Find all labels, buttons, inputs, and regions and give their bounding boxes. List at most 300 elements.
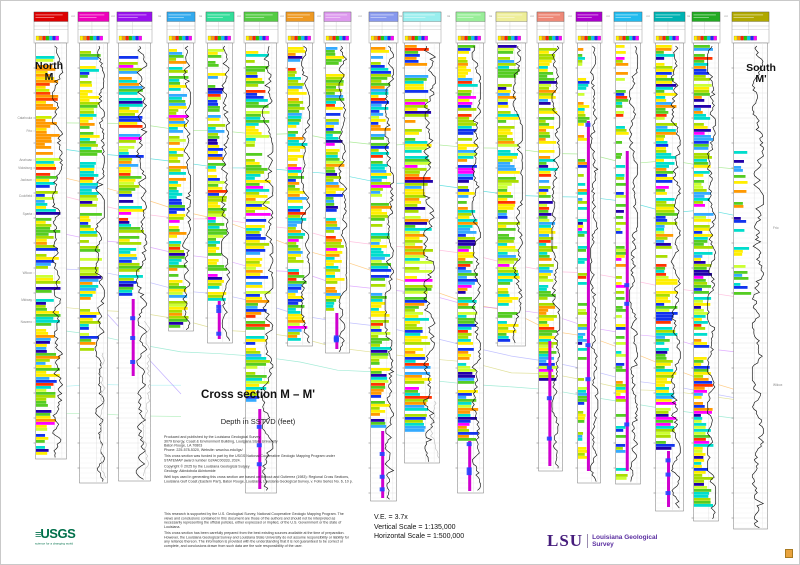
lithology-stripe	[694, 282, 707, 285]
lithology-stripe	[246, 204, 262, 207]
lithology-legend-swatch	[636, 36, 639, 40]
well-header-titlebar	[654, 12, 685, 22]
lithology-stripe	[694, 378, 708, 381]
lithology-stripe	[246, 210, 255, 213]
lithology-stripe	[458, 90, 472, 93]
lithology-stripe	[539, 99, 548, 102]
lithology-stripe	[371, 194, 382, 197]
well-log-column	[614, 12, 650, 484]
lithology-stripe	[539, 225, 551, 228]
lithology-stripe	[498, 84, 512, 87]
lithology-stripe	[616, 114, 623, 117]
lithology-stripe	[246, 213, 271, 216]
lithology-stripe	[694, 129, 711, 132]
lithology-stripe	[539, 180, 549, 183]
correlation-line	[51, 306, 751, 402]
lithology-stripe	[169, 112, 176, 115]
lithology-legend-swatch	[744, 36, 747, 40]
lithology-stripe	[119, 56, 138, 59]
lithology-stripe	[288, 311, 300, 314]
header-text-line	[208, 17, 223, 18]
lithology-stripe	[246, 327, 265, 330]
blue-interval-mark	[130, 360, 135, 364]
lithology-stripe	[405, 120, 415, 123]
well-header-titlebar	[78, 12, 109, 22]
lithology-stripe	[656, 186, 669, 189]
lithology-stripe	[36, 236, 54, 239]
lithology-stripe	[326, 302, 334, 305]
lithology-stripe	[616, 78, 625, 81]
lithology-legend-swatch	[754, 36, 757, 40]
well-spacing-label: mi	[606, 14, 610, 18]
lithology-stripe	[458, 114, 472, 117]
lithology-stripe	[405, 168, 427, 171]
lithology-stripe	[119, 236, 139, 239]
header-text-line	[119, 17, 138, 18]
lithology-legend-swatch	[556, 36, 559, 40]
lithology-legend-swatch	[189, 36, 192, 40]
lithology-stripe	[578, 402, 584, 405]
lithology-stripe	[734, 166, 741, 169]
lithology-stripe	[119, 218, 128, 221]
lithology-stripe	[80, 333, 89, 336]
lithology-stripe	[246, 231, 260, 234]
lithology-stripe	[498, 45, 517, 48]
well-header-titlebar	[117, 12, 152, 22]
lithology-stripe	[208, 124, 225, 127]
lithology-stripe	[326, 308, 334, 311]
lithology-stripe	[326, 191, 336, 194]
well-spacing-label: mi	[237, 14, 241, 18]
well-spacing-label: mi	[488, 14, 493, 18]
lithology-stripe	[288, 53, 296, 56]
lithology-stripe	[616, 216, 623, 219]
lithology-stripe	[539, 51, 549, 54]
lithology-stripe	[539, 69, 548, 72]
header-text-line	[616, 17, 631, 18]
lithology-stripe	[169, 205, 185, 208]
lithology-stripe	[694, 285, 711, 288]
lithology-stripe	[498, 240, 514, 243]
disclaimer-paragraph: This cross section has been carefully prepared from the best existing sources available at the time of preparation. However, the Louisiana Geological Survey and Louisiana State University do not assume responsibility or liability for any reliance thereon. The information is provided with the understanding that it is not guaranteed to be correct or complete, and conclusions drawn from such data are the sole responsibility of the user.	[164, 530, 349, 548]
lithology-stripe	[119, 221, 129, 224]
lithology-stripe	[36, 176, 57, 179]
lithology-stripe	[288, 149, 300, 152]
lithology-stripe	[288, 104, 300, 107]
lithology-stripe	[119, 149, 128, 152]
lithology-stripe	[578, 327, 588, 330]
lithology-stripe	[656, 255, 667, 258]
lithology-stripe	[246, 153, 262, 156]
lithology-stripe	[326, 194, 343, 197]
lithology-stripe	[694, 291, 709, 294]
lithology-stripe	[578, 87, 586, 90]
lsu-logo	[547, 533, 657, 548]
lithology-stripe	[616, 90, 626, 93]
correlation-lines	[51, 123, 751, 421]
lithology-stripe	[169, 85, 186, 88]
lithology-stripe	[371, 329, 382, 332]
lithology-legend-swatch	[415, 36, 418, 40]
lithology-stripe	[656, 327, 672, 330]
lithology-stripe	[288, 221, 302, 224]
lithology-stripe	[734, 253, 742, 256]
well-spacing-label: mi	[71, 14, 75, 18]
lithology-stripe	[208, 91, 222, 94]
lithology-stripe	[80, 309, 90, 312]
lithology-stripe	[288, 290, 298, 293]
lithology-stripe	[539, 240, 551, 243]
well-header-titlebar	[456, 12, 485, 22]
lithology-stripe	[616, 174, 624, 177]
lithology-stripe	[656, 216, 666, 219]
lithology-stripe	[36, 440, 45, 443]
lithology-stripe	[656, 177, 673, 180]
lithology-stripe	[80, 183, 98, 186]
blue-interval-mark	[624, 283, 629, 287]
lithology-stripe	[326, 182, 339, 185]
formation-top-label: Navarro	[20, 320, 32, 324]
lithology-stripe	[498, 75, 516, 78]
lithology-stripe	[458, 189, 469, 192]
lithology-legend-swatch	[475, 36, 478, 40]
lithology-stripe	[288, 92, 307, 95]
lithology-stripe	[371, 284, 385, 287]
lithology-stripe	[36, 200, 45, 203]
lithology-stripe	[119, 80, 137, 83]
lithology-stripe	[405, 300, 427, 303]
lithology-stripe	[616, 351, 621, 354]
lithology-legend-swatch	[697, 36, 700, 40]
lithology-stripe	[694, 321, 708, 324]
lithology-stripe	[616, 156, 621, 159]
lithology-stripe	[656, 429, 675, 432]
lithology-stripe	[288, 50, 305, 53]
lithology-stripe	[656, 225, 665, 228]
lithology-stripe	[288, 236, 303, 239]
lsu-dept-line2: Survey	[592, 541, 614, 548]
lithology-stripe	[246, 84, 258, 87]
lithology-legend-swatch	[659, 36, 662, 40]
blue-interval-mark	[585, 343, 590, 347]
lithology-stripe	[169, 322, 183, 325]
lithology-stripe	[208, 277, 222, 280]
lithology-legend-swatch	[498, 36, 501, 40]
lithology-stripe	[656, 417, 676, 420]
lithology-stripe	[36, 254, 47, 257]
lithology-stripe	[288, 89, 299, 92]
lithology-stripe	[371, 401, 385, 404]
lithology-stripe	[405, 150, 422, 153]
lithology-stripe	[458, 138, 472, 141]
disclaimer-paragraph: This research is supported by the U.S. Geological Survey, National Cooperative Geologic Mapping Program. The views and conclusions contained in this document are those of the authors and should not be interpreted as necessarily representing the official policies, either expressed or implied, of the U.S. Government or the state of Louisiana.	[164, 512, 344, 529]
section-subtitle: Depth in SSTVD (feet)	[220, 417, 296, 426]
lithology-stripe	[405, 237, 419, 240]
lithology-stripe	[208, 175, 217, 178]
lithology-stripe	[326, 62, 339, 65]
lithology-stripe	[616, 450, 625, 453]
lithology-legend-swatch	[518, 36, 521, 40]
lithology-legend-swatch	[259, 36, 262, 40]
lithology-stripe	[371, 371, 382, 374]
lithology-stripe	[498, 117, 519, 120]
lithology-stripe	[656, 231, 664, 234]
lithology-stripe	[371, 344, 380, 347]
lithology-stripe	[405, 174, 419, 177]
lithology-stripe	[656, 432, 670, 435]
lithology-stripe	[80, 195, 97, 198]
well-spacing-label: mi	[686, 14, 691, 18]
lithology-stripe	[246, 102, 259, 105]
well-log-column	[167, 12, 203, 331]
lithology-stripe	[578, 261, 585, 264]
header-text-line	[208, 15, 230, 16]
lithology-legend-swatch	[139, 36, 142, 40]
lithology-stripe	[208, 118, 220, 121]
lithology-stripe	[458, 174, 474, 177]
lithology-stripe	[288, 254, 301, 257]
lithology-stripe	[119, 137, 142, 140]
lithology-stripe	[694, 276, 703, 279]
well-spacing-label: mi	[111, 14, 115, 18]
lithology-stripe	[458, 381, 475, 384]
lithology-stripe	[405, 147, 427, 150]
lithology-stripe	[405, 180, 433, 183]
lithology-stripe	[539, 63, 550, 66]
lithology-stripe	[119, 182, 134, 185]
lithology-stripe	[36, 95, 58, 98]
lithology-stripe	[458, 45, 475, 48]
lithology-stripe	[694, 423, 706, 426]
lithology-stripe	[578, 105, 589, 108]
lithology-stripe	[246, 111, 270, 114]
lithology-stripe	[246, 225, 265, 228]
blue-interval-mark	[216, 305, 221, 309]
lithology-stripe	[326, 134, 333, 137]
lithology-stripe	[119, 185, 139, 188]
lithology-stripe	[498, 93, 510, 96]
lithology-stripe	[326, 53, 335, 56]
lithology-stripe	[458, 363, 466, 366]
lithology-stripe	[458, 129, 476, 132]
lithology-stripe	[498, 168, 516, 171]
lithology-stripe	[288, 275, 304, 278]
lithology-stripe	[458, 213, 472, 216]
lithology-stripe	[405, 297, 427, 300]
lithology-stripe	[539, 237, 553, 240]
header-text-line	[246, 17, 265, 18]
lithology-stripe	[458, 243, 475, 246]
lithology-stripe	[539, 252, 547, 255]
header-text-line	[458, 15, 481, 16]
lithology-stripe	[458, 261, 473, 264]
lithology-stripe	[36, 302, 46, 305]
lithology-stripe	[246, 138, 256, 141]
lithology-stripe	[498, 261, 514, 264]
lithology-stripe	[80, 297, 91, 300]
lithology-stripe	[694, 117, 710, 120]
lithology-stripe	[371, 173, 391, 176]
lithology-stripe	[458, 267, 466, 270]
lithology-stripe	[36, 143, 45, 146]
lithology-stripe	[326, 86, 336, 89]
lithology-stripe	[246, 261, 260, 264]
lithology-stripe	[694, 78, 710, 81]
lithology-stripe	[288, 173, 298, 176]
lithology-stripe	[246, 159, 255, 162]
lithology-stripe	[208, 253, 222, 256]
lithology-stripe	[656, 192, 667, 195]
lithology-stripe	[458, 192, 475, 195]
lithology-legend-swatch	[301, 36, 304, 40]
lithology-legend-swatch	[93, 36, 96, 40]
lithology-stripe	[246, 120, 269, 123]
lithology-stripe	[208, 187, 222, 190]
lithology-legend-swatch	[707, 36, 710, 40]
lithology-stripe	[326, 155, 338, 158]
lithology-stripe	[288, 116, 301, 119]
lithology-stripe	[458, 255, 474, 258]
lithology-stripe	[734, 250, 743, 253]
lithology-legend-swatch	[422, 36, 425, 40]
header-text-line	[656, 17, 673, 18]
lithology-stripe	[371, 149, 379, 152]
lithology-stripe	[119, 251, 130, 254]
lithology-stripe	[208, 166, 216, 169]
lithology-stripe	[458, 333, 472, 336]
credits-copyright: Copyright © 2025 by the Louisiana Geological Survey	[164, 464, 250, 469]
lithology-stripe	[694, 192, 711, 195]
lithology-stripe	[656, 219, 667, 222]
well-spacing-label: mi	[446, 14, 451, 18]
lithology-stripe	[326, 92, 335, 95]
lithology-legend-swatch	[225, 36, 228, 40]
lithology-stripe	[36, 248, 58, 251]
lsu-logo-divider	[587, 534, 588, 548]
lithology-stripe	[694, 66, 706, 69]
page-marker-icon	[785, 549, 793, 558]
lithology-stripe	[458, 231, 476, 234]
lithology-stripe	[616, 126, 625, 129]
lithology-stripe	[694, 96, 702, 99]
lithology-stripe	[498, 126, 515, 129]
well-log-column	[117, 12, 162, 481]
lithology-stripe	[169, 241, 181, 244]
lithology-stripe	[246, 81, 264, 84]
lithology-stripe	[694, 69, 706, 72]
lithology-stripe	[36, 146, 51, 149]
lithology-stripe	[694, 327, 705, 330]
lithology-stripe	[694, 492, 709, 495]
lithology-stripe	[288, 338, 301, 341]
scale-block	[374, 513, 464, 542]
lithology-stripe	[208, 142, 218, 145]
lithology-stripe	[694, 489, 711, 492]
lithology-stripe	[36, 158, 60, 161]
lithology-stripe	[371, 83, 390, 86]
lithology-stripe	[694, 237, 708, 240]
lithology-stripe	[288, 206, 303, 209]
lithology-stripe	[498, 315, 512, 318]
lithology-stripe	[616, 258, 621, 261]
lithology-legend-swatch	[388, 36, 391, 40]
lithology-stripe	[169, 106, 187, 109]
lithology-stripe	[246, 177, 255, 180]
lithology-stripe	[539, 318, 554, 321]
lithology-stripe	[169, 235, 177, 238]
lithology-stripe	[326, 179, 333, 182]
lithology-stripe	[371, 143, 388, 146]
lithology-stripe	[208, 193, 219, 196]
lithology-stripe	[208, 181, 224, 184]
lithology-stripe	[458, 279, 478, 282]
lithology-stripe	[169, 232, 186, 235]
lithology-stripe	[458, 282, 475, 285]
lithology-stripe	[734, 265, 746, 268]
lithology-stripe	[288, 230, 301, 233]
lithology-legend-swatch	[623, 36, 626, 40]
lithology-stripe	[694, 93, 710, 96]
lithology-stripe	[694, 162, 708, 165]
lithology-stripe	[694, 255, 702, 258]
lithology-stripe	[405, 78, 427, 81]
lithology-stripe	[458, 207, 468, 210]
lithology-stripe	[578, 183, 585, 186]
lithology-stripe	[119, 257, 137, 260]
lithology-legend-swatch	[511, 36, 514, 40]
lithology-stripe	[326, 236, 336, 239]
lithology-stripe	[36, 389, 46, 392]
lithology-stripe	[326, 221, 337, 224]
lithology-stripe	[326, 197, 333, 200]
lithology-stripe	[405, 177, 431, 180]
lithology-stripe	[288, 80, 298, 83]
lithology-stripe	[169, 187, 177, 190]
lithology-stripe	[119, 110, 138, 113]
usgs-wave-icon: ≡	[35, 529, 41, 541]
lithology-stripe	[405, 354, 425, 357]
lithology-stripe	[208, 244, 216, 247]
lithology-stripe	[694, 45, 710, 48]
lithology-stripe	[458, 366, 470, 369]
lithology-stripe	[169, 88, 181, 91]
lithology-stripe	[458, 303, 468, 306]
lithology-stripe	[694, 279, 706, 282]
lithology-stripe	[36, 104, 53, 107]
lithology-stripe	[405, 60, 418, 63]
lithology-legend-swatch	[228, 36, 231, 40]
lithology-stripe	[405, 210, 418, 213]
lithology-stripe	[288, 77, 301, 80]
lithology-stripe	[371, 116, 379, 119]
lithology-stripe	[36, 356, 60, 359]
lithology-stripe	[694, 84, 712, 87]
lithology-stripe	[578, 159, 585, 162]
lithology-stripe	[208, 130, 224, 133]
lithology-stripe	[498, 57, 510, 60]
lithology-stripe	[694, 204, 705, 207]
lithology-stripe	[539, 123, 549, 126]
lithology-stripe	[498, 210, 507, 213]
lithology-legend-swatch	[468, 36, 471, 40]
lithology-stripe	[371, 425, 386, 428]
lithology-stripe	[246, 378, 262, 381]
lithology-stripe	[616, 252, 626, 255]
lithology-legend-swatch	[295, 36, 298, 40]
lithology-stripe	[498, 138, 513, 141]
lithology-stripe	[458, 264, 470, 267]
lithology-stripe	[36, 410, 51, 413]
